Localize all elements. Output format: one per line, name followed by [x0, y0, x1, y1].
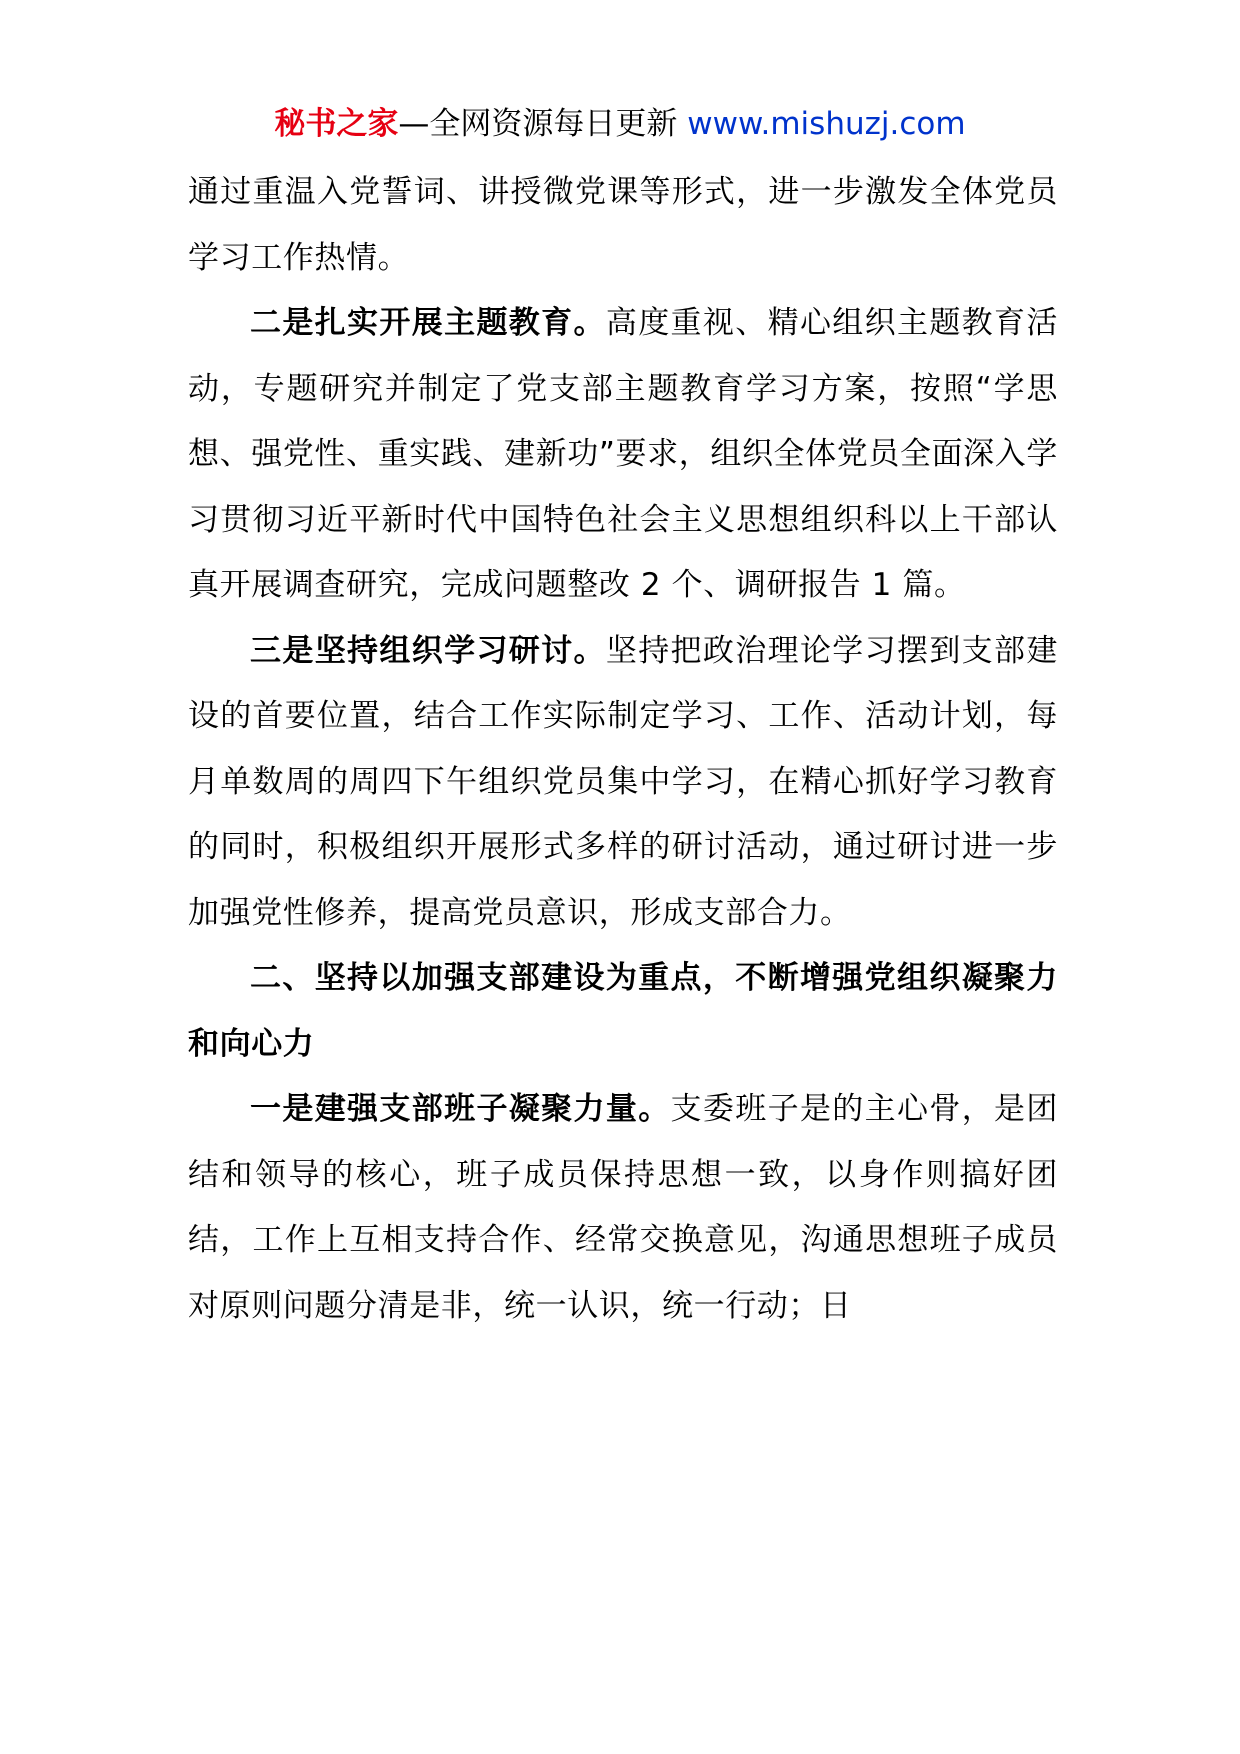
paragraph-lead: 二是扎实开展主题教育。: [250, 305, 606, 341]
header-tagline: —全网资源每日更新: [398, 106, 688, 142]
document-body: [188, 160, 1058, 1339]
paragraph-text: 高度重视、精心组织主题教育活动，专题研究并制定了党支部主题教育学习方案，按照“学思想、强党性、重实践、建新功”要求，组织全体党员全面深入学习贯彻习近平新时代中国特色社会主义思想组织科以上干部认真开展调查研究，完成问题整改 2 个、调研报告 1 篇。: [188, 305, 1058, 603]
paragraph-theme-education: [188, 291, 1058, 619]
paragraph-study-discussion: [188, 619, 1058, 947]
site-header: [0, 100, 1240, 148]
paragraph-lead: 三是坚持组织学习研讨。: [250, 632, 606, 669]
brand-name: 秘书之家: [274, 106, 399, 142]
site-url-link[interactable]: www.mishuzj.com: [687, 106, 966, 142]
paragraph-text: 支委班子是的主心骨，是团结和领导的核心，班子成员保持思想一致，以身作则搞好团结，工作上互相支持合作、经常交换意见，沟通思想班子成员对原则问题分清是非，统一认识，统一行动；日: [188, 1091, 1058, 1324]
section-heading: 二、坚持以加强支部建设为重点，不断增强党组织凝聚力和向心力: [188, 960, 1058, 1062]
paragraph-text: 坚持把政治理论学习摆到支部建设的首要位置，结合工作实际制定学习、工作、活动计划，每月单数周的周四下午组织党员集中学习，在精心抓好学习教育的同时，积极组织开展形式多样的研讨活动，通过研讨进一步加强党性修养，提高党员意识，形成支部合力。: [188, 632, 1058, 931]
paragraph-text: 通过重温入党誓词、讲授微党课等形式，进一步激发全体党员学习工作热情。: [188, 174, 1058, 276]
paragraph-branch-team: [188, 1077, 1058, 1339]
paragraph-continuation: [188, 160, 1058, 291]
paragraph-lead: 一是建强支部班子凝聚力量。: [250, 1091, 671, 1127]
